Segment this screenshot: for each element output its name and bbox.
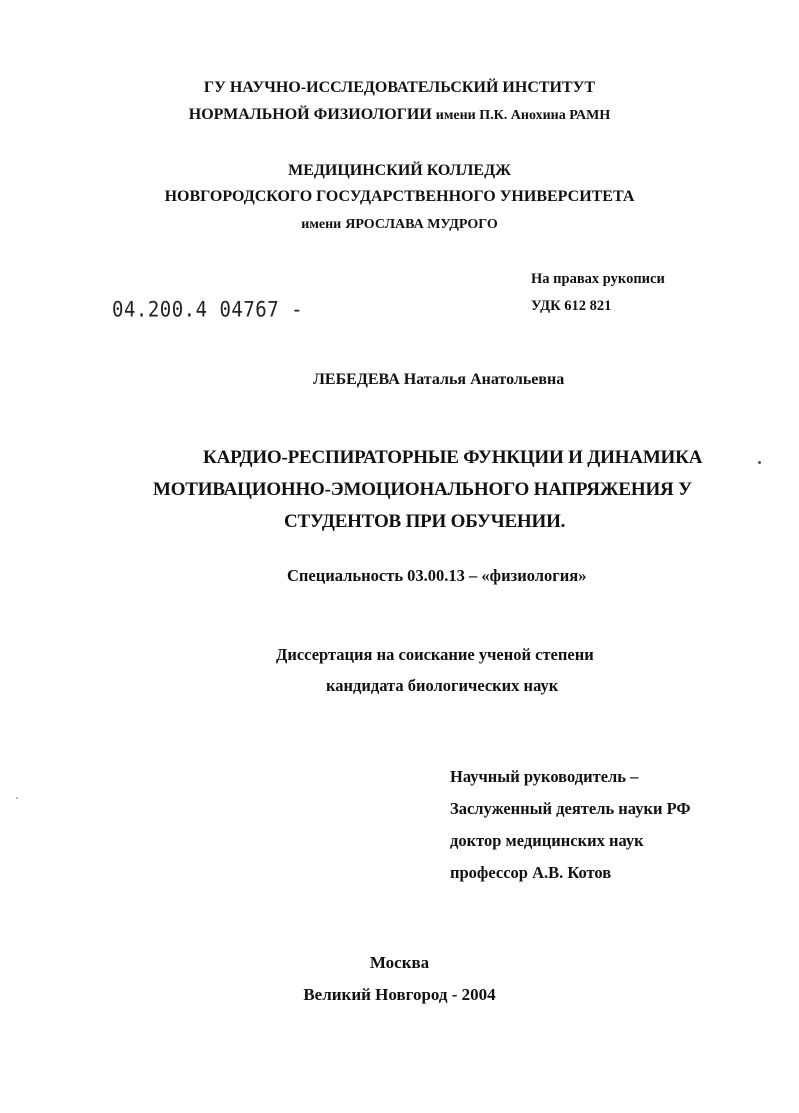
- institution-line-5-name: ЯРОСЛАВА МУДРОГО: [345, 217, 498, 232]
- specialty: Специальность 03.00.13 – «физиология»: [287, 566, 587, 585]
- manuscript-rights: На правах рукописи: [531, 271, 665, 287]
- institution-line-1: ГУ НАУЧНО-ИССЛЕДОВАТЕЛЬСКИЙ ИНСТИТУТ: [203, 79, 596, 96]
- scan-speck: [16, 797, 18, 799]
- supervisor-line-4: профессор А.В. Котов: [450, 863, 612, 882]
- institution-line-5: [0, 215, 799, 233]
- dissertation-line-2: кандидата биологических наук: [326, 676, 559, 695]
- city-year: Великий Новгород - 2004: [303, 985, 496, 1004]
- institution-line-2-name: имени П.К. Анохина РАМН: [435, 108, 611, 123]
- registration-stamp: 04.200.4 04767 -: [112, 298, 304, 323]
- supervisor-line-3: доктор медицинских наук: [450, 831, 644, 850]
- title-line-2: МОТИВАЦИОННО-ЭМОЦИОНАЛЬНОГО НАПРЯЖЕНИЯ У: [153, 479, 692, 500]
- city-moscow: Москва: [369, 953, 430, 972]
- title-line-3: СТУДЕНТОВ ПРИ ОБУЧЕНИИ.: [284, 511, 566, 532]
- title-line-1: КАРДИО-РЕСПИРАТОРНЫЕ ФУНКЦИИ И ДИНАМИКА: [203, 447, 703, 468]
- institution-line-2-main: НОРМАЛЬНОЙ ФИЗИОЛОГИИ: [188, 106, 432, 123]
- institution-line-3: МЕДИЦИНСКИЙ КОЛЛЕДЖ: [288, 162, 511, 179]
- institution-line-4: НОВГОРОДСКОГО ГОСУДАРСТВЕННОГО УНИВЕРСИТЕТА: [164, 188, 635, 205]
- udk-code: УДК 612 821: [531, 298, 612, 314]
- institution-line-2: [0, 106, 799, 124]
- institution-line-5-prefix: имени: [301, 217, 342, 232]
- author-name: ЛЕБЕДЕВА Наталья Анатольевна: [313, 371, 565, 388]
- supervisor-line-2: Заслуженный деятель науки РФ: [450, 799, 691, 818]
- dissertation-line-1: Диссертация на соискание ученой степени: [276, 645, 594, 664]
- scan-speck: [758, 461, 761, 464]
- supervisor-line-1: Научный руководитель –: [450, 767, 639, 786]
